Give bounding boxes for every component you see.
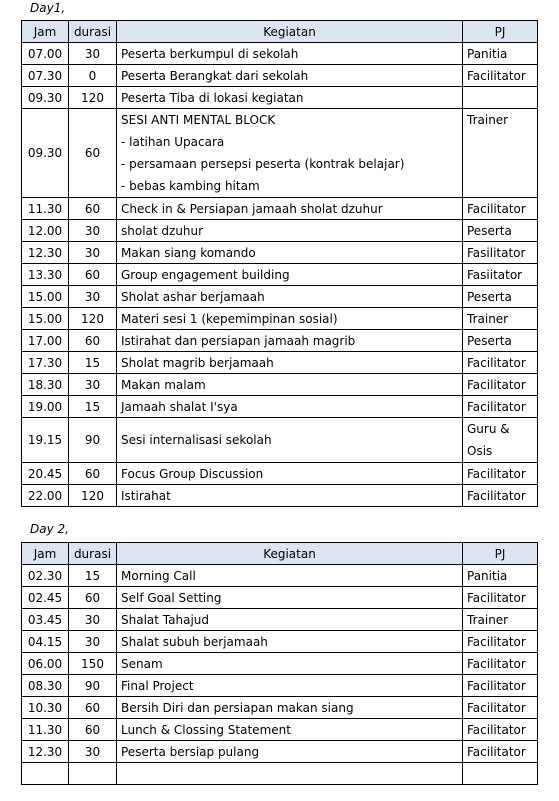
jam-cell: 10.30 bbox=[22, 697, 69, 719]
pj-cell bbox=[463, 587, 538, 609]
kegiatan-cell bbox=[117, 242, 463, 264]
pj-cell bbox=[463, 763, 538, 785]
jam-cell: 08.30 bbox=[22, 675, 69, 697]
jam-cell: 13.30 bbox=[22, 264, 69, 286]
durasi-cell: 60 bbox=[69, 463, 117, 485]
table-row bbox=[22, 485, 538, 507]
kegiatan-cell bbox=[117, 220, 463, 242]
table-row bbox=[22, 565, 538, 587]
durasi-cell: 150 bbox=[69, 653, 117, 675]
kegiatan-line: Istirahat bbox=[121, 488, 171, 503]
kegiatan-line: Materi sesi 1 (kepemimpinan sosial) bbox=[121, 311, 338, 326]
table-row bbox=[22, 631, 538, 653]
jam-cell: 09.30 bbox=[22, 87, 69, 109]
pj-line: Facilitator bbox=[467, 634, 526, 649]
pj-cell bbox=[463, 109, 538, 198]
durasi-cell: 30 bbox=[69, 242, 117, 264]
kegiatan-line: Senam bbox=[121, 656, 163, 671]
table-header-row bbox=[22, 21, 538, 43]
durasi-cell: 30 bbox=[69, 286, 117, 308]
kegiatan-cell bbox=[117, 396, 463, 418]
pj-cell bbox=[463, 374, 538, 396]
kegiatan-cell bbox=[117, 763, 463, 785]
kegiatan-cell bbox=[117, 587, 463, 609]
kegiatan-line: Group engagement building bbox=[121, 267, 290, 282]
durasi-cell: 60 bbox=[69, 719, 117, 741]
kegiatan-cell bbox=[117, 485, 463, 507]
pj-cell bbox=[463, 264, 538, 286]
kegiatan-cell bbox=[117, 286, 463, 308]
table-row bbox=[22, 609, 538, 631]
table-row bbox=[22, 264, 538, 286]
pj-line: Panitia bbox=[467, 46, 508, 61]
pj-cell bbox=[463, 220, 538, 242]
table-row bbox=[22, 308, 538, 330]
kegiatan-cell bbox=[117, 109, 463, 198]
jam-cell: 20.45 bbox=[22, 463, 69, 485]
pj-cell bbox=[463, 286, 538, 308]
kegiatan-line: sholat dzuhur bbox=[121, 223, 204, 238]
kegiatan-line: Peserta Berangkat dari sekolah bbox=[121, 68, 309, 83]
pj-cell bbox=[463, 87, 538, 109]
kegiatan-cell bbox=[117, 565, 463, 587]
header-jam: Jam bbox=[22, 543, 69, 565]
pj-cell bbox=[463, 631, 538, 653]
table-row bbox=[22, 463, 538, 485]
kegiatan-cell bbox=[117, 697, 463, 719]
kegiatan-cell bbox=[117, 374, 463, 396]
pj-cell bbox=[463, 485, 538, 507]
jam-cell: 02.45 bbox=[22, 587, 69, 609]
kegiatan-line: Jamaah shalat I'sya bbox=[121, 399, 238, 414]
pj-cell bbox=[463, 697, 538, 719]
table-row bbox=[22, 763, 538, 785]
pj-line: Trainer bbox=[467, 311, 509, 326]
kegiatan-cell bbox=[117, 631, 463, 653]
kegiatan-line: - latihan Upacara bbox=[121, 135, 225, 149]
header-durasi: durasi bbox=[69, 21, 117, 43]
jam-cell: 22.00 bbox=[22, 485, 69, 507]
durasi-cell: 30 bbox=[69, 741, 117, 763]
pj-line: Facilitator bbox=[467, 201, 526, 216]
durasi-cell: 15 bbox=[69, 352, 117, 374]
pj-line: Peserta bbox=[467, 223, 512, 238]
jam-cell: 11.30 bbox=[22, 198, 69, 220]
header-durasi: durasi bbox=[69, 543, 117, 565]
kegiatan-line: SESI ANTI MENTAL BLOCK bbox=[121, 113, 276, 127]
table-row bbox=[22, 87, 538, 109]
durasi-cell: 15 bbox=[69, 565, 117, 587]
kegiatan-cell bbox=[117, 87, 463, 109]
pj-cell bbox=[463, 198, 538, 220]
header-pj: PJ bbox=[463, 21, 538, 43]
pj-cell bbox=[463, 463, 538, 485]
table-row bbox=[22, 352, 538, 374]
durasi-cell: 60 bbox=[69, 697, 117, 719]
kegiatan-cell bbox=[117, 352, 463, 374]
durasi-cell: 30 bbox=[69, 374, 117, 396]
table-row bbox=[22, 220, 538, 242]
kegiatan-line: Sholat ashar berjamaah bbox=[121, 289, 265, 304]
table-row bbox=[22, 741, 538, 763]
kegiatan-line: Self Goal Setting bbox=[121, 590, 222, 605]
pj-cell bbox=[463, 65, 538, 87]
durasi-cell: 120 bbox=[69, 87, 117, 109]
pj-cell bbox=[463, 330, 538, 352]
day1-title: Day1, bbox=[30, 1, 66, 15]
pj-line: Peserta bbox=[467, 289, 512, 304]
kegiatan-line: Shalat Tahajud bbox=[121, 612, 209, 627]
kegiatan-line: Peserta bersiap pulang bbox=[121, 744, 260, 759]
jam-cell: 07.30 bbox=[22, 65, 69, 87]
kegiatan-cell bbox=[117, 675, 463, 697]
durasi-cell: 30 bbox=[69, 631, 117, 653]
kegiatan-cell bbox=[117, 741, 463, 763]
kegiatan-line: Sesi internalisasi sekolah bbox=[121, 433, 272, 447]
durasi-cell: 60 bbox=[69, 330, 117, 352]
header-kegiatan: Kegiatan bbox=[117, 543, 463, 565]
pj-line: Osis bbox=[467, 444, 493, 458]
kegiatan-line: Sholat magrib berjamaah bbox=[121, 355, 274, 370]
kegiatan-line: Istirahat dan persiapan jamaah magrib bbox=[121, 333, 356, 348]
table-row bbox=[22, 198, 538, 220]
table-row bbox=[22, 65, 538, 87]
kegiatan-line: Check in & Persiapan jamaah sholat dzuhur bbox=[121, 201, 383, 216]
pj-line: Facilitator bbox=[467, 678, 526, 693]
kegiatan-cell bbox=[117, 43, 463, 65]
table-row bbox=[22, 719, 538, 741]
pj-line: Trainer bbox=[467, 612, 509, 627]
durasi-cell: 30 bbox=[69, 609, 117, 631]
pj-cell bbox=[463, 352, 538, 374]
kegiatan-line: Morning Call bbox=[121, 568, 196, 583]
kegiatan-cell bbox=[117, 653, 463, 675]
kegiatan-line: Peserta berkumpul di sekolah bbox=[121, 46, 299, 61]
table-row bbox=[22, 396, 538, 418]
kegiatan-cell bbox=[117, 308, 463, 330]
pj-line: Facilitator bbox=[467, 656, 526, 671]
pj-line: Facilitator bbox=[467, 377, 526, 392]
pj-line: Facilitator bbox=[467, 590, 526, 605]
jam-cell: 03.45 bbox=[22, 609, 69, 631]
day2-title: Day 2, bbox=[30, 522, 69, 536]
pj-line: Trainer bbox=[467, 113, 509, 127]
kegiatan-cell bbox=[117, 463, 463, 485]
table-row bbox=[22, 653, 538, 675]
kegiatan-line: Makan malam bbox=[121, 377, 206, 392]
jam-cell: 17.30 bbox=[22, 352, 69, 374]
table-row bbox=[22, 286, 538, 308]
kegiatan-cell bbox=[117, 264, 463, 286]
pj-line: Facilitator bbox=[467, 488, 526, 503]
kegiatan-cell bbox=[117, 330, 463, 352]
jam-cell: 11.30 bbox=[22, 719, 69, 741]
pj-cell bbox=[463, 741, 538, 763]
table-row bbox=[22, 675, 538, 697]
kegiatan-line: Shalat subuh berjamaah bbox=[121, 634, 268, 649]
jam-cell: 15.00 bbox=[22, 308, 69, 330]
durasi-cell: 30 bbox=[69, 43, 117, 65]
durasi-cell: 60 bbox=[69, 198, 117, 220]
jam-cell: 12.30 bbox=[22, 741, 69, 763]
kegiatan-cell bbox=[117, 609, 463, 631]
header-pj: PJ bbox=[463, 543, 538, 565]
table-row bbox=[22, 374, 538, 396]
day1-schedule-table bbox=[21, 20, 538, 507]
pj-line: Facilitator bbox=[467, 355, 526, 370]
pj-cell bbox=[463, 653, 538, 675]
jam-cell: 12.00 bbox=[22, 220, 69, 242]
pj-cell bbox=[463, 242, 538, 264]
table-row bbox=[22, 418, 538, 463]
kegiatan-line: Lunch & Clossing Statement bbox=[121, 722, 291, 737]
day1-table-body bbox=[22, 43, 538, 507]
pj-cell bbox=[463, 609, 538, 631]
jam-cell: 19.15 bbox=[22, 418, 69, 463]
pj-cell bbox=[463, 719, 538, 741]
jam-cell: 02.30 bbox=[22, 565, 69, 587]
durasi-cell: 90 bbox=[69, 675, 117, 697]
jam-cell: 12.30 bbox=[22, 242, 69, 264]
kegiatan-cell bbox=[117, 198, 463, 220]
kegiatan-cell bbox=[117, 719, 463, 741]
pj-cell bbox=[463, 675, 538, 697]
table-row bbox=[22, 242, 538, 264]
kegiatan-line: - bebas kambing hitam bbox=[121, 179, 260, 193]
kegiatan-cell bbox=[117, 418, 463, 463]
kegiatan-line: Bersih Diri dan persiapan makan siang bbox=[121, 700, 354, 715]
jam-cell: 07.00 bbox=[22, 43, 69, 65]
pj-cell bbox=[463, 308, 538, 330]
kegiatan-cell bbox=[117, 65, 463, 87]
kegiatan-line: Focus Group Discussion bbox=[121, 466, 264, 481]
pj-line: Panitia bbox=[467, 568, 508, 583]
jam-cell: 06.00 bbox=[22, 653, 69, 675]
kegiatan-line: Makan siang komando bbox=[121, 245, 256, 260]
durasi-cell: 30 bbox=[69, 220, 117, 242]
jam-cell: 15.00 bbox=[22, 286, 69, 308]
table-row bbox=[22, 109, 538, 198]
table-header-row bbox=[22, 543, 538, 565]
table-row bbox=[22, 43, 538, 65]
durasi-cell: 0 bbox=[69, 65, 117, 87]
header-kegiatan: Kegiatan bbox=[117, 21, 463, 43]
pj-line: Facilitator bbox=[467, 466, 526, 481]
table-row bbox=[22, 697, 538, 719]
table-row bbox=[22, 330, 538, 352]
pj-cell bbox=[463, 565, 538, 587]
durasi-cell bbox=[69, 763, 117, 785]
jam-cell: 17.00 bbox=[22, 330, 69, 352]
durasi-cell: 90 bbox=[69, 418, 117, 463]
pj-cell bbox=[463, 396, 538, 418]
kegiatan-line: Peserta Tiba di lokasi kegiatan bbox=[121, 90, 304, 105]
pj-cell bbox=[463, 43, 538, 65]
pj-cell bbox=[463, 418, 538, 463]
jam-cell: 09.30 bbox=[22, 109, 69, 198]
pj-line: Fasiitator bbox=[467, 267, 523, 282]
day2-schedule-table bbox=[21, 542, 538, 785]
durasi-cell: 120 bbox=[69, 308, 117, 330]
pj-line: Facilitator bbox=[467, 722, 526, 737]
jam-cell: 18.30 bbox=[22, 374, 69, 396]
pj-line: Guru & bbox=[467, 422, 510, 436]
pj-line: Facilitator bbox=[467, 68, 526, 83]
jam-cell: 04.15 bbox=[22, 631, 69, 653]
durasi-cell: 120 bbox=[69, 485, 117, 507]
pj-line: Fasilitator bbox=[467, 245, 526, 260]
day2-table-body bbox=[22, 565, 538, 785]
table-row bbox=[22, 587, 538, 609]
durasi-cell: 60 bbox=[69, 109, 117, 198]
kegiatan-line: - persamaan persepsi peserta (kontrak belajar) bbox=[121, 157, 405, 171]
header-jam: Jam bbox=[22, 21, 69, 43]
durasi-cell: 60 bbox=[69, 587, 117, 609]
kegiatan-line: Final Project bbox=[121, 678, 194, 693]
durasi-cell: 15 bbox=[69, 396, 117, 418]
jam-cell: 19.00 bbox=[22, 396, 69, 418]
pj-line: Facilitator bbox=[467, 700, 526, 715]
pj-line: Facilitator bbox=[467, 399, 526, 414]
durasi-cell: 60 bbox=[69, 264, 117, 286]
pj-line: Facilitator bbox=[467, 744, 526, 759]
jam-cell bbox=[22, 763, 69, 785]
pj-line: Peserta bbox=[467, 333, 512, 348]
